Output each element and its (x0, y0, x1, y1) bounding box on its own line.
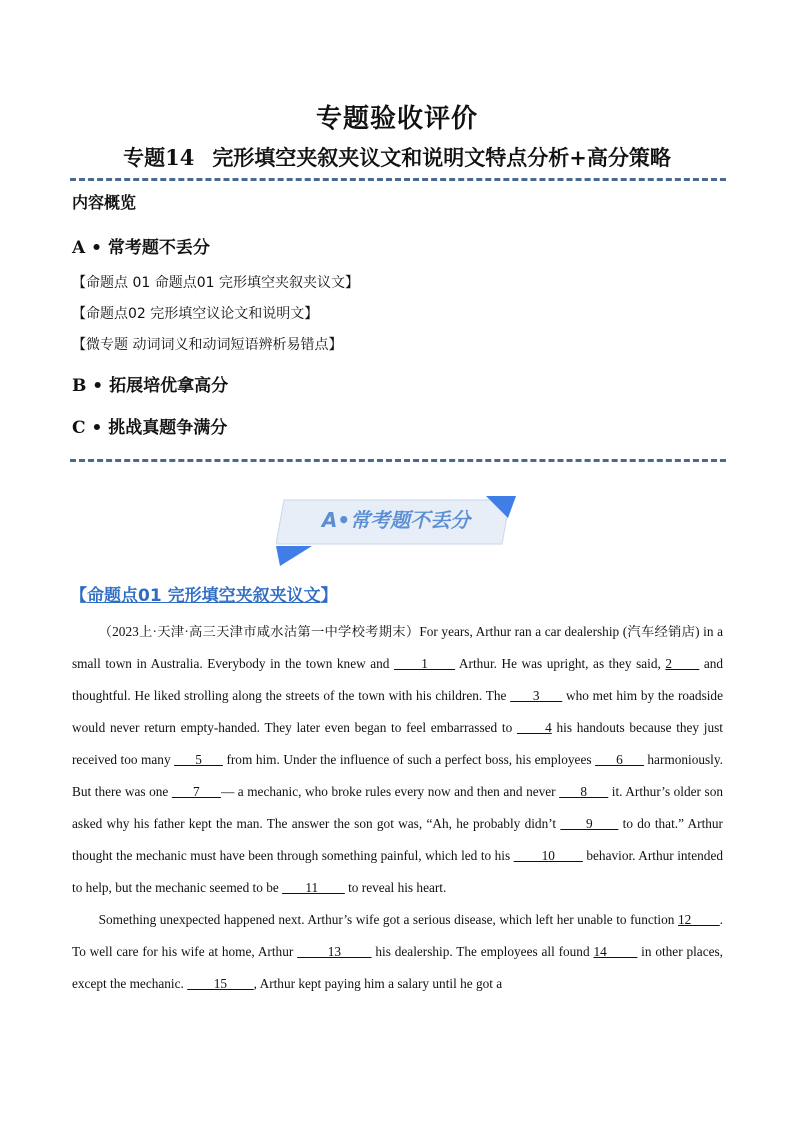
cloze-blank-4[interactable]: 4 (516, 720, 552, 735)
passage-paragraph-1: （2023上·天津·高三天津市咸水沽第一中学校考期末）For years, Arthur ran a car dealership (汽车经销店) in a small town in Australia. Everybody in the town knew and 1 Arthur. He was upright, as they said, 2 and thoughtful. He liked strolling along the streets of the town with his children. The 3 who met him by the roadside would never return empty-handed. They later even began to feel embarrassed to 4 his handouts because they just received too many 5 from him. Under the influence of such a perfect boss, his employees 6 harmoniously. But there was one 7 — a mechanic, who broke rules every now and then and never 8 it. Arthur’s older son asked why his father kept the man. The answer the son got was, “Ah, he probably didn’t 9 to do that.” Arthur thought the mechanic must have been through something painful, which led to his 10 behavior. Arthur intended to help, but the mechanic seemed to be 11 to reveal his heart. (72, 624, 724, 895)
section-a-label: A • 常考题不丢分 (72, 238, 210, 258)
cloze-blank-9[interactable]: 9 (560, 816, 619, 831)
cloze-blank-10[interactable]: 10 (513, 848, 583, 863)
passage-paragraph-2: Something unexpected happened next. Arthur’s wife got a serious disease, which left her unable to function 12 . To well care for his wife at home, Arthur 13 his dealership. The employees all found 14 in other places, except the mechanic. 15 , Arthur kept paying him a salary until he got a (72, 912, 724, 991)
cloze-blank-2[interactable]: 2 (665, 656, 700, 671)
section-heading: 【命题点01 完形填空夹叙夹议文】 (70, 586, 338, 606)
divider-bottom (70, 459, 726, 462)
cloze-blank-8[interactable]: 8 (559, 784, 609, 799)
cloze-blank-13[interactable]: 13 (297, 944, 372, 959)
section-b-label: B • 拓展培优拿高分 (72, 376, 229, 396)
page-title: 专题验收评价 (315, 104, 478, 134)
cloze-blank-1[interactable]: 1 (394, 656, 456, 671)
cloze-blank-7[interactable]: 7 (171, 784, 221, 799)
topic-item: 【命题点 01 命题点01 完形填空夹叙夹议文】 (72, 275, 359, 291)
subtitle-number: 专题14 (123, 145, 195, 170)
cloze-blank-12[interactable]: 12 (677, 912, 720, 927)
cloze-blank-11[interactable]: 11 (282, 880, 345, 895)
passage (72, 616, 723, 1000)
cloze-blank-14[interactable]: 14 (593, 944, 638, 959)
topic-item: 【命题点02 完形填空议论文和说明文】 (72, 306, 319, 322)
divider-top (70, 178, 726, 181)
section-banner (276, 496, 516, 568)
cloze-blank-3[interactable]: 3 (510, 688, 563, 703)
subtitle-text: 完形填空夹叙夹议文和说明文特点分析+高分策略 (212, 145, 671, 170)
passage-source: （2023上·天津·高三天津市咸水沽第一中学校考期末） (98, 624, 420, 639)
banner-label: A•常考题不丢分 (321, 508, 471, 532)
cloze-blank-15[interactable]: 15 (187, 976, 254, 991)
page-subtitle (0, 142, 794, 172)
overview-label: 内容概览 (72, 193, 137, 212)
cloze-blank-6[interactable]: 6 (595, 752, 644, 767)
section-c-label: C • 挑战真题争满分 (72, 418, 228, 438)
cloze-blank-5[interactable]: 5 (174, 752, 223, 767)
topic-item: 【微专题 动词词义和动词短语辨析易错点】 (72, 337, 343, 353)
